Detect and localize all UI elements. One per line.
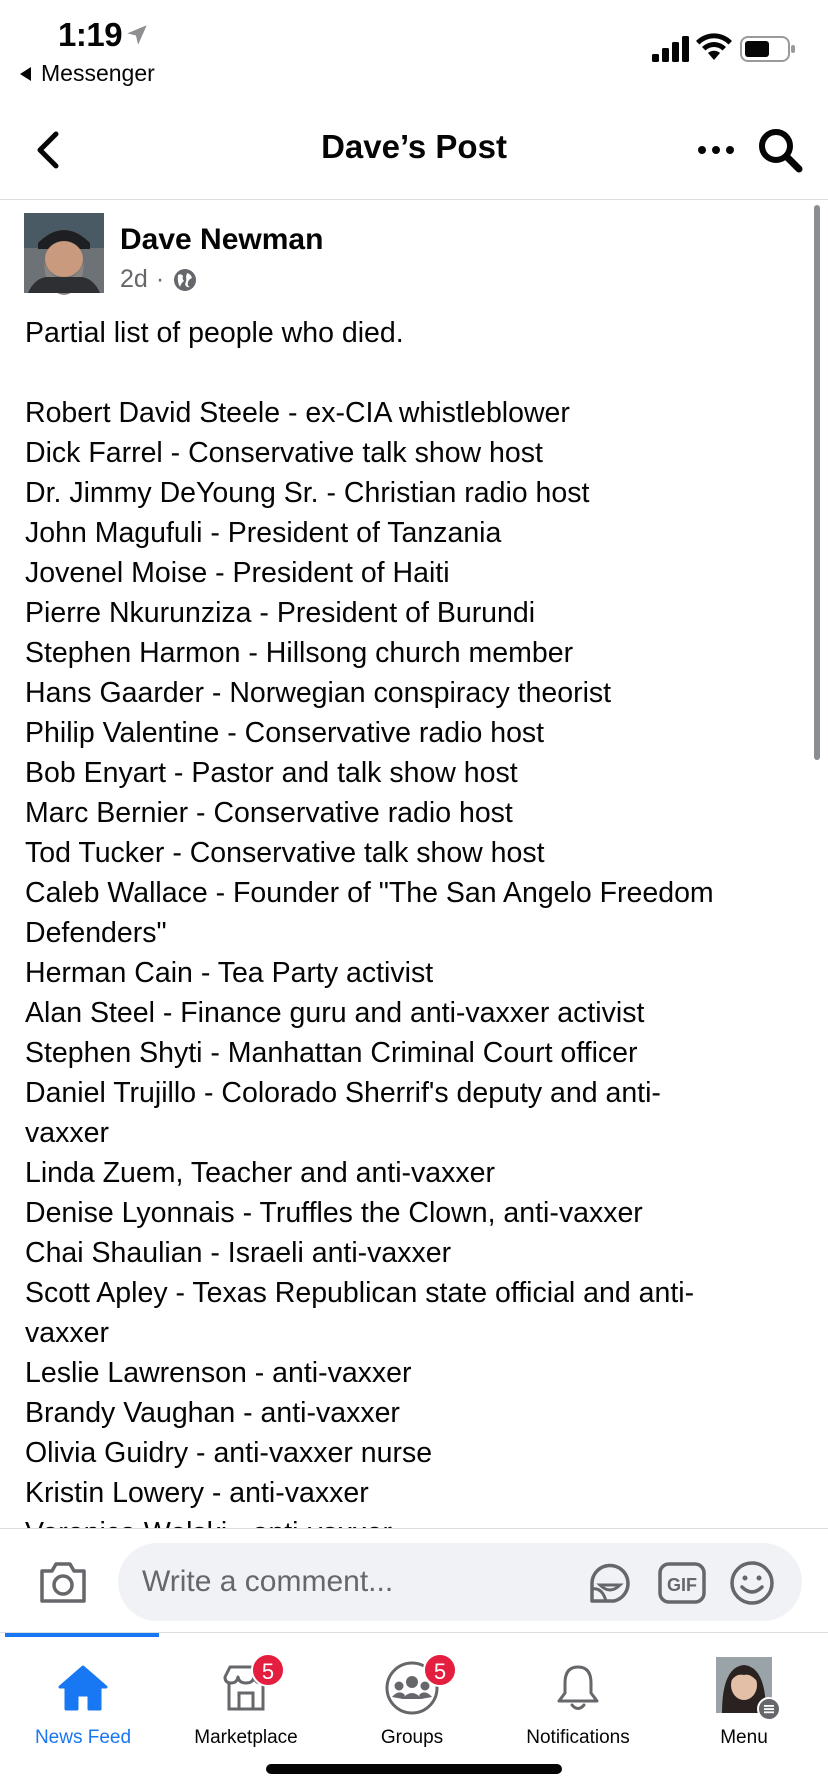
post-line: Tod Tucker - Conservative talk show host — [25, 837, 545, 869]
back-app-label: Messenger — [41, 60, 155, 86]
page-title: Dave’s Post — [321, 128, 507, 165]
battery-icon — [740, 36, 796, 62]
avatar-image — [24, 213, 104, 293]
status-bar — [0, 0, 828, 96]
post-line: Marc Bernier - Conservative radio host — [25, 797, 513, 829]
post-meta — [120, 265, 198, 294]
post-line: Daniel Trujillo - Colorado Sherrif's deputy and anti- — [25, 1077, 661, 1109]
post-line: Denise Lyonnais - Truffles the Clown, anti-vaxxer — [25, 1197, 643, 1229]
post-header — [0, 100, 828, 200]
menu-lines-icon — [757, 1697, 781, 1721]
tab-label: Marketplace — [194, 1727, 298, 1748]
globe-icon — [172, 267, 198, 293]
post-line: John Magufuli - President of Tanzania — [25, 517, 502, 549]
tab-label: Groups — [380, 1727, 444, 1748]
post-line: Caleb Wallace - Founder of "The San Angelo Freedom — [25, 877, 714, 909]
comment-placeholder: Write a comment... — [142, 1565, 394, 1598]
wifi-icon — [696, 34, 732, 62]
post-line: Leslie Lawrenson - anti-vaxxer — [25, 1357, 412, 1389]
author-avatar[interactable] — [24, 213, 104, 293]
post-line: Kristin Lowery - anti-vaxxer — [25, 1477, 369, 1509]
post-line: Linda Zuem, Teacher and anti-vaxxer — [25, 1157, 495, 1189]
post-line: Alan Steel - Finance guru and anti-vaxxer activist — [25, 997, 645, 1029]
post-line: Stephen Harmon - Hillsong church member — [25, 637, 574, 669]
location-arrow-icon — [124, 22, 150, 48]
tab-label: News Feed — [34, 1727, 132, 1748]
sticker-icon[interactable] — [586, 1559, 634, 1607]
tab-groups[interactable] — [329, 1645, 495, 1748]
tab-menu[interactable] — [661, 1645, 827, 1748]
status-time: 1:19 — [58, 16, 123, 53]
tab-label: Notifications — [526, 1727, 630, 1748]
post-line: Hans Gaarder - Norwegian conspiracy theorist — [25, 677, 612, 709]
home-icon — [54, 1659, 112, 1717]
tab-marketplace[interactable] — [163, 1645, 329, 1748]
post-line: Olivia Guidry - anti-vaxxer nurse — [25, 1437, 433, 1469]
post-body — [25, 313, 785, 1553]
tab-news-feed[interactable] — [0, 1645, 166, 1748]
scrollbar[interactable] — [814, 205, 820, 760]
back-triangle-icon — [20, 67, 31, 81]
paragraph-gap — [25, 353, 785, 393]
gif-icon[interactable] — [658, 1561, 706, 1605]
post-line: Herman Cain - Tea Party activist — [25, 957, 434, 989]
post-age[interactable]: 2d — [120, 265, 148, 293]
active-tab-indicator — [5, 1633, 159, 1637]
post — [0, 201, 828, 1527]
post-line: Chai Shaulian - Israeli anti-vaxxer — [25, 1237, 452, 1269]
emoji-icon[interactable] — [728, 1559, 776, 1607]
home-indicator[interactable] — [266, 1764, 562, 1774]
back-to-messenger-link[interactable] — [20, 60, 155, 87]
post-line: vaxxer — [25, 1117, 109, 1149]
tab-label: Menu — [720, 1727, 768, 1748]
post-line: Bob Enyart - Pastor and talk show host — [25, 757, 518, 789]
post-line: Dr. Jimmy DeYoung Sr. - Christian radio host — [25, 477, 590, 509]
comment-bar — [0, 1528, 828, 1632]
more-options-icon[interactable] — [694, 130, 738, 170]
post-line: Brandy Vaughan - anti-vaxxer — [25, 1397, 400, 1429]
marketplace-badge: 5 — [251, 1653, 285, 1687]
post-line: Pierre Nkurunziza - President of Burundi — [25, 597, 536, 629]
post-line: Scott Apley - Texas Republican state official and anti- — [25, 1277, 695, 1309]
post-intro: Partial list of people who died. — [25, 317, 404, 349]
groups-badge: 5 — [423, 1653, 457, 1687]
cellular-signal-icon — [652, 36, 692, 62]
camera-icon[interactable] — [38, 1559, 88, 1605]
post-line: Defenders" — [25, 917, 167, 949]
post-line: Dick Farrel - Conservative talk show host — [25, 437, 543, 469]
post-line: vaxxer — [25, 1317, 109, 1349]
post-line: Robert David Steele - ex-CIA whistleblower — [25, 397, 570, 429]
author-name[interactable]: Dave Newman — [120, 223, 324, 256]
svg-text:GIF: GIF — [667, 1575, 697, 1595]
comment-input[interactable] — [118, 1543, 802, 1621]
post-line: Philip Valentine - Conservative radio host — [25, 717, 545, 749]
bell-icon — [549, 1659, 607, 1717]
search-icon[interactable] — [756, 126, 804, 174]
post-line: Stephen Shyti - Manhattan Criminal Court officer — [25, 1037, 638, 1069]
post-line: Jovenel Moise - President of Haiti — [25, 557, 450, 589]
tab-notifications[interactable] — [495, 1645, 661, 1748]
meta-separator: · — [155, 265, 165, 293]
